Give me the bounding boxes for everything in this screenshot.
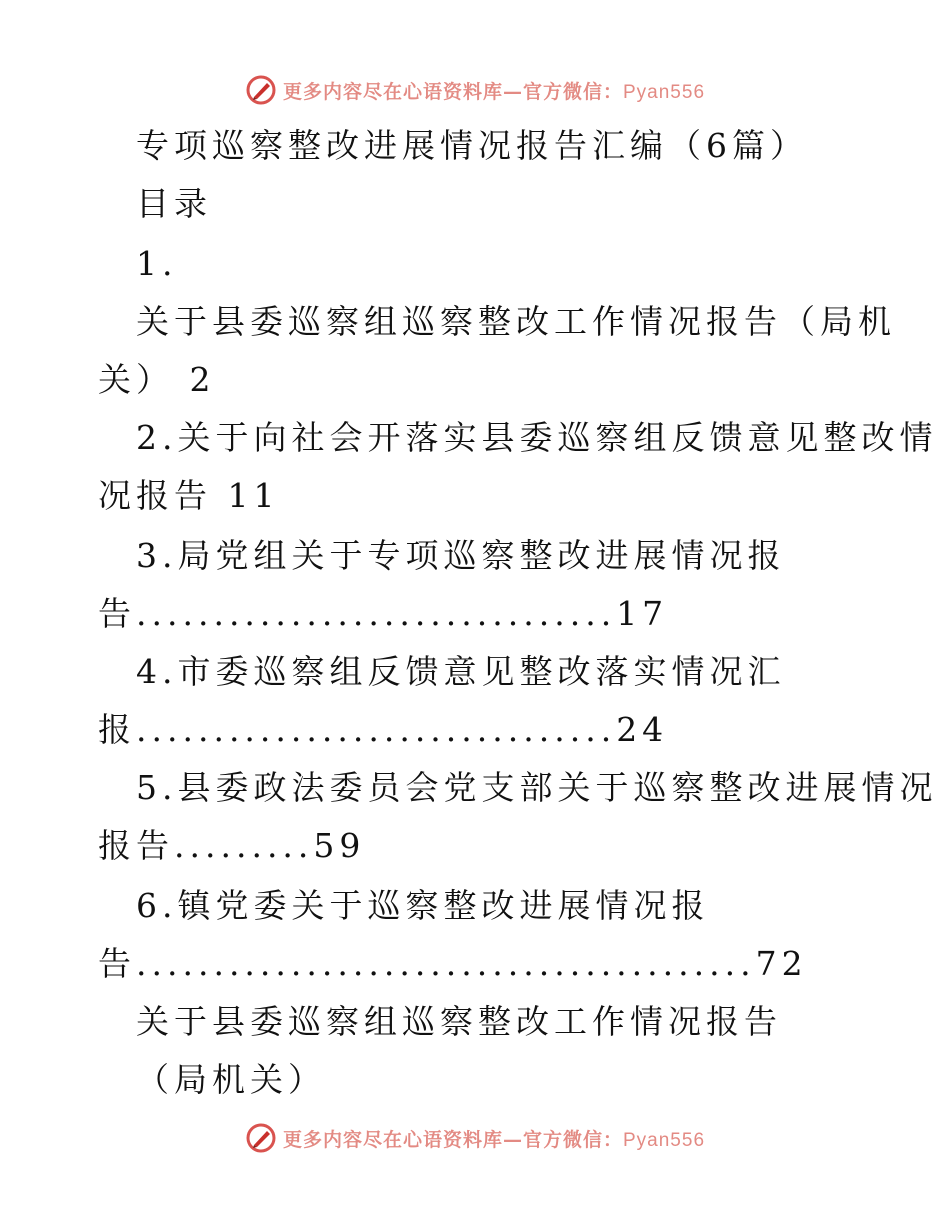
footer-watermark — [0, 1120, 950, 1156]
toc-item-4-page: 24 — [616, 710, 669, 749]
toc-item-6-title[interactable]: 6.镇党委关于巡察整改进展情况报 — [136, 886, 710, 925]
toc-item-3-title-cont[interactable]: 告...............................17 — [98, 594, 669, 633]
toc-leader-dots: ......... — [174, 826, 314, 865]
toc-item-2-title[interactable]: 2.关于向社会开落实县委巡察组反馈意见整改情 — [136, 418, 938, 457]
toc-item-4-title-cont[interactable]: 报...............................24 — [98, 710, 669, 749]
toc-item-1-number[interactable]: 1. — [136, 244, 178, 283]
toc-heading: 目录 — [136, 184, 212, 223]
pen-logo-icon — [245, 1122, 277, 1154]
toc-item-1-title-cont[interactable]: 关） 2 — [98, 360, 216, 399]
document-title: 专项巡察整改进展情况报告汇编（6篇） — [136, 126, 808, 165]
toc-item-3-title[interactable]: 3.局党组关于专项巡察整改进展情况报 — [136, 536, 786, 575]
toc-item-5-title[interactable]: 5.县委政法委员会党支部关于巡察整改进展情况 — [136, 768, 938, 807]
toc-item-6-title-cont[interactable]: 告........................................72 — [98, 944, 808, 983]
toc-item-1-title[interactable]: 关于县委巡察组巡察整改工作情况报告（局机 — [136, 302, 896, 341]
toc-leader-dots: ........................................ — [136, 944, 756, 983]
toc-item-6-page: 72 — [755, 944, 808, 983]
toc-item-2-page: 11 — [227, 476, 280, 515]
toc-item-3-page: 17 — [616, 594, 669, 633]
toc-item-2-title-cont[interactable]: 况报告 11 — [98, 476, 280, 515]
toc-leader-dots: ............................... — [136, 594, 617, 633]
toc-leader-dots: ............................... — [136, 710, 617, 749]
watermark-text: 更多内容尽在心语资料库—官方微信：Pyan556 — [282, 80, 706, 103]
toc-item-5-page: 59 — [313, 826, 366, 865]
section-heading-sub: （局机关） — [136, 1060, 326, 1099]
watermark-text: 更多内容尽在心语资料库—官方微信：Pyan556 — [282, 1128, 706, 1151]
toc-item-4-title[interactable]: 4.市委巡察组反馈意见整改落实情况汇 — [136, 652, 786, 691]
toc-item-5-title-cont[interactable]: 报告.........59 — [98, 826, 366, 865]
header-watermark — [0, 72, 950, 108]
section-heading: 关于县委巡察组巡察整改工作情况报告 — [136, 1002, 782, 1041]
toc-item-1-page: 2 — [189, 360, 216, 399]
pen-logo-icon — [245, 74, 277, 106]
